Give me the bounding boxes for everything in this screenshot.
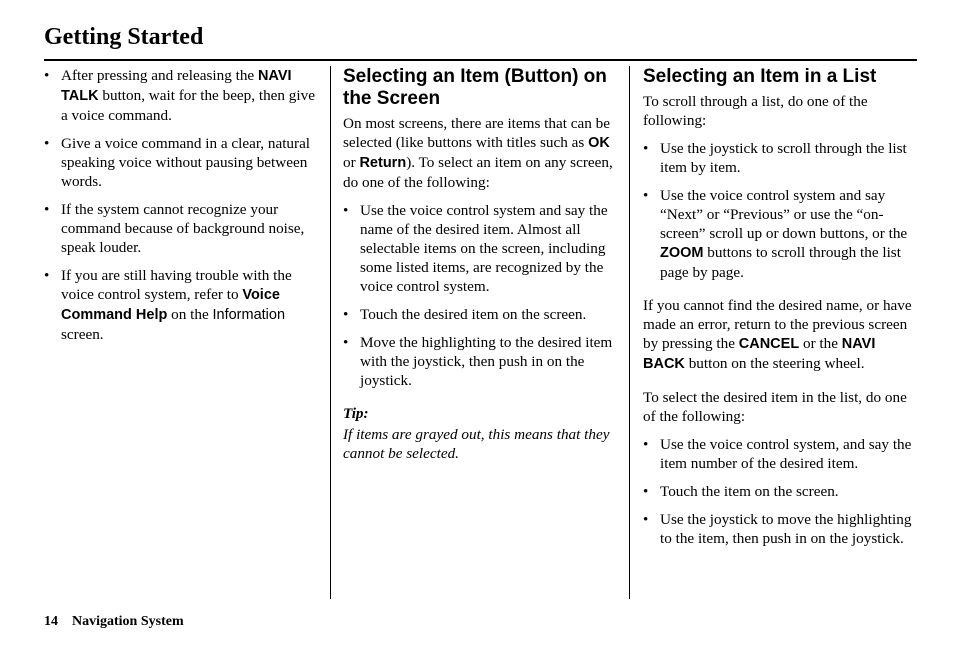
paragraph-cancel: If you cannot find the desired name, or have made an error, return to the previous screen by pressing the CANCEL or the NAVI BACK button on the steering wheel.: [643, 297, 912, 372]
tip-text: If items are grayed out, this means that they cannot be selected.: [343, 426, 610, 462]
paragraph-intro: On most screens, there are items that can be selected (like buttons with titles such as OK or Return). To select an item on any screen, do one of the following:: [343, 115, 613, 191]
page-number: 14: [44, 614, 58, 629]
list-item: • Use the voice control system and say “Next” or “Previous” or use the “on-screen” scroll up or down buttons, or the ZOOM buttons to scroll through the list page by page.: [643, 186, 919, 282]
column-divider-left: [330, 66, 331, 599]
return-button-label: Return: [359, 155, 407, 171]
list-item: • Use the joystick to scroll through the list item by item.: [643, 139, 919, 177]
tip-label: Tip:: [343, 405, 369, 422]
list-item: • If the system cannot recognize your command because of background noise, speak louder.: [44, 200, 316, 257]
voice-tips-list: [44, 66, 316, 344]
column-select-list: [643, 66, 919, 557]
list-item: • Touch the item on the screen.: [643, 482, 919, 501]
list-item: • Give a voice command in a clear, natural speaking voice without pausing between words.: [44, 134, 316, 191]
title-rule: [44, 59, 917, 61]
footer-label: Navigation System: [72, 614, 184, 629]
cancel-button-label: CANCEL: [738, 336, 800, 352]
ok-button-label: OK: [588, 135, 610, 151]
paragraph-select: To select the desired item in the list, do one of the following:: [643, 389, 907, 425]
section-heading-select-list: Selecting an Item in a List: [643, 66, 877, 87]
navi-talk-button-label: NAVI TALK: [61, 68, 292, 104]
section-heading-select-button: Selecting an Item (Button) on the Screen: [343, 66, 607, 109]
paragraph-intro: To scroll through a list, do one of the following:: [643, 93, 868, 129]
column-divider-right: [629, 66, 630, 599]
column-select-button: [343, 66, 618, 463]
column-voice-tips: [44, 66, 316, 353]
voice-command-help-label: Voice Command Help: [61, 287, 280, 323]
list-item: • Touch the desired item on the screen.: [343, 305, 618, 324]
scroll-methods-list: [643, 139, 919, 282]
page-title: Getting Started: [44, 24, 204, 50]
select-methods-list: [343, 201, 618, 390]
navi-back-button-label: NAVI BACK: [643, 336, 876, 372]
list-item: • Move the highlighting to the desired item with the joystick, then push in on the joystick.: [343, 333, 618, 390]
list-item: • Use the joystick to move the highlighting to the item, then push in on the joystick.: [643, 510, 919, 548]
list-item: • Use the voice control system and say the name of the desired item. Almost all selectable items on the screen, including some listed items, are recognized by the voice control system.: [343, 201, 618, 296]
page-footer: [44, 614, 184, 630]
zoom-button-label: ZOOM: [660, 245, 704, 261]
list-item: • If you are still having trouble with the voice control system, refer to Voice Command Help on the Information screen.: [44, 266, 316, 344]
information-screen-label: Information: [212, 307, 286, 323]
list-item: • Use the voice control system, and say the item number of the desired item.: [643, 435, 919, 473]
list-item: • After pressing and releasing the NAVI TALK button, wait for the beep, then give a voice command.: [44, 66, 316, 125]
select-list-methods-list: [643, 435, 919, 548]
